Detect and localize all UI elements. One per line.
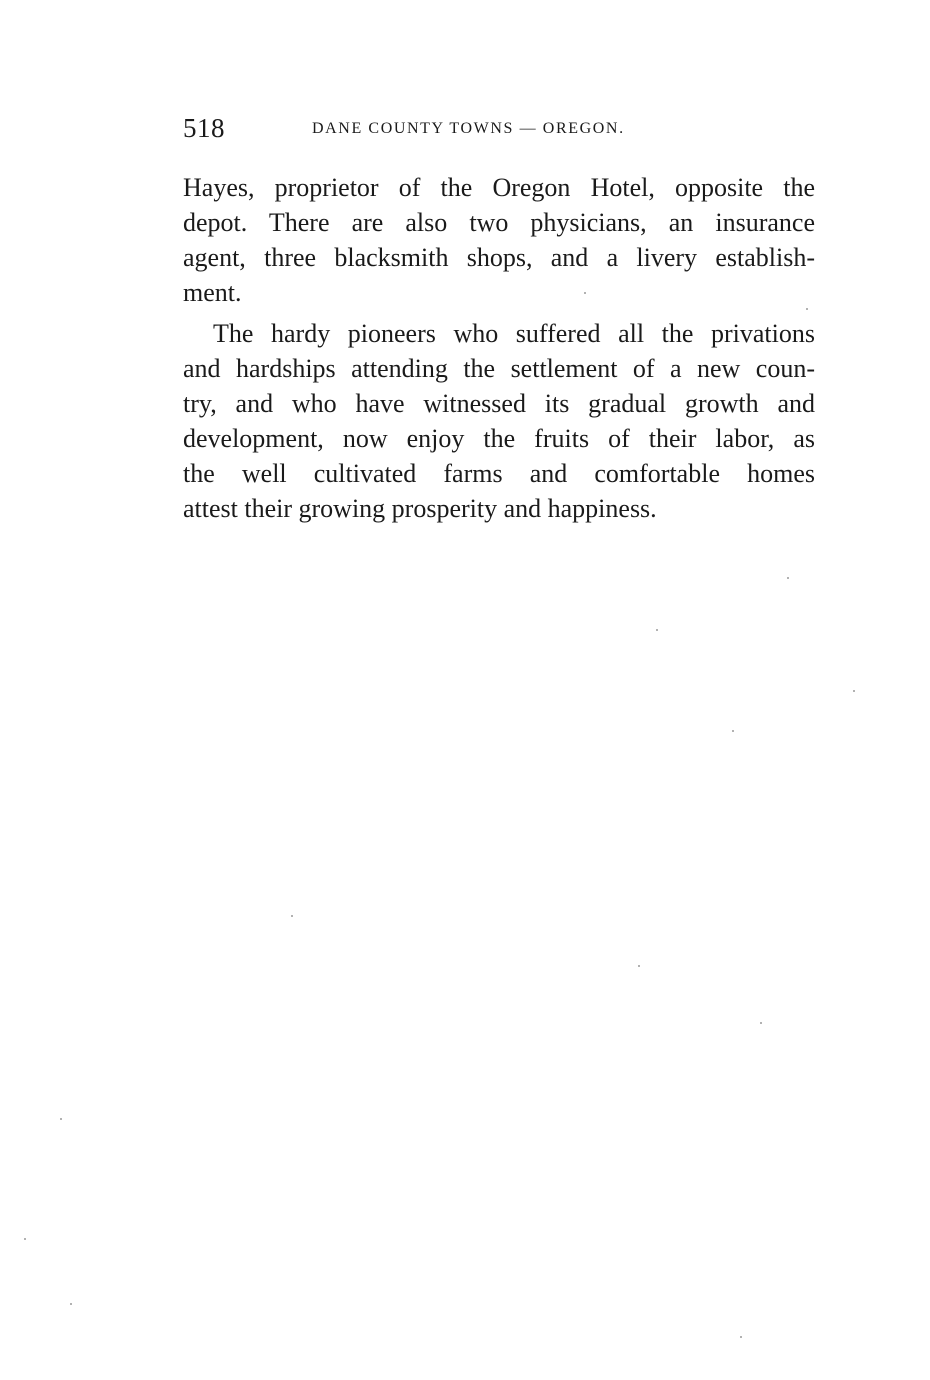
text-line: attest their growing prosperity and happiness. xyxy=(183,494,657,523)
text-line: development, now enjoy the fruits of their labor, as xyxy=(183,424,815,453)
scan-speck xyxy=(732,730,734,732)
text-line: Hayes, proprietor of the Oregon Hotel, opposite the xyxy=(183,173,815,202)
scan-speck xyxy=(60,1118,62,1120)
text-line: depot. There are also two physicians, an insurance xyxy=(183,208,815,237)
scan-speck xyxy=(740,1336,742,1338)
page-number: 518 xyxy=(183,113,225,143)
scan-speck xyxy=(24,1238,26,1240)
body-text xyxy=(183,170,815,526)
scan-speck xyxy=(656,629,658,631)
scan-speck xyxy=(787,577,789,579)
scan-speck xyxy=(584,292,586,294)
text-line: and hardships attending the settlement of a new coun- xyxy=(183,354,815,383)
text-line: the well cultivated farms and comfortable homes xyxy=(183,459,815,488)
paragraph-1 xyxy=(183,170,815,310)
text-line: The hardy pioneers who suffered all the privations xyxy=(213,319,815,348)
scan-speck xyxy=(291,915,293,917)
scan-speck xyxy=(70,1303,72,1305)
running-title: DANE COUNTY TOWNS — OREGON. xyxy=(312,120,625,137)
running-head xyxy=(183,112,823,144)
text-line: ment. xyxy=(183,278,242,307)
scan-speck xyxy=(638,965,640,967)
scan-speck xyxy=(806,308,808,310)
text-line: try, and who have witnessed its gradual growth and xyxy=(183,389,815,418)
scan-speck xyxy=(853,690,855,692)
paragraph-2 xyxy=(183,316,815,526)
scan-speck xyxy=(760,1022,762,1024)
text-line: agent, three blacksmith shops, and a livery establish- xyxy=(183,243,815,272)
